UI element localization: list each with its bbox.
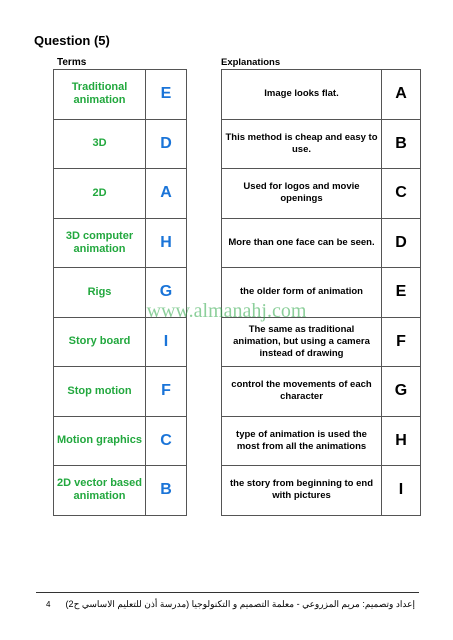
terms-header: Terms	[57, 57, 87, 68]
explanation-cell: More than one face can be seen.	[222, 218, 382, 268]
explanations-row	[222, 466, 421, 516]
term-cell: Motion graphics	[54, 416, 146, 466]
term-cell: 3D	[54, 119, 146, 169]
term-cell: 3D computer animation	[54, 218, 146, 268]
explanations-row	[222, 416, 421, 466]
footer-divider	[36, 592, 419, 593]
explanation-letter-cell: F	[382, 317, 421, 367]
explanation-cell: This method is cheap and easy to use.	[222, 119, 382, 169]
explanation-cell: the story from beginning to end with pictures	[222, 466, 382, 516]
answer-letter-cell: B	[146, 466, 187, 516]
footer-credit: إعداد وتصميم: مريم المزروعي - معلمة التصميم و التكنولوجيا (مدرسة أذن للتعليم الاساسي ح2)	[65, 599, 415, 609]
answer-letter-cell: I	[146, 317, 187, 367]
explanation-cell: type of animation is used the most from all the animations	[222, 416, 382, 466]
terms-row	[54, 70, 187, 120]
explanations-row	[222, 367, 421, 417]
terms-row	[54, 466, 187, 516]
explanations-row	[222, 119, 421, 169]
explanation-cell: control the movements of each character	[222, 367, 382, 417]
page-number: 4	[46, 600, 51, 609]
term-cell: 2D vector based animation	[54, 466, 146, 516]
term-cell: Stop motion	[54, 367, 146, 417]
answer-letter-cell: D	[146, 119, 187, 169]
explanation-cell: The same as traditional animation, but using a camera instead of drawing	[222, 317, 382, 367]
term-cell: Traditional animation	[54, 70, 146, 120]
question-title: Question (5)	[34, 33, 110, 48]
answer-letter-cell: E	[146, 70, 187, 120]
watermark: www.almanahj.com	[146, 300, 307, 322]
answer-letter-cell: G	[146, 268, 187, 318]
terms-row	[54, 416, 187, 466]
terms-row	[54, 169, 187, 219]
answer-letter-cell: A	[146, 169, 187, 219]
terms-row	[54, 218, 187, 268]
explanation-letter-cell: E	[382, 268, 421, 318]
terms-row	[54, 367, 187, 417]
terms-row	[54, 317, 187, 367]
explanation-letter-cell: A	[382, 70, 421, 120]
term-cell: 2D	[54, 169, 146, 219]
explanation-cell: Used for logos and movie openings	[222, 169, 382, 219]
term-cell: Rigs	[54, 268, 146, 318]
explanations-header: Explanations	[221, 57, 281, 68]
explanation-letter-cell: H	[382, 416, 421, 466]
answer-letter-cell: C	[146, 416, 187, 466]
explanations-row	[222, 169, 421, 219]
explanations-row	[222, 317, 421, 367]
explanation-cell: the older form of animation	[222, 268, 382, 318]
explanations-row	[222, 70, 421, 120]
explanations-table	[221, 69, 421, 516]
answer-letter-cell: H	[146, 218, 187, 268]
explanation-letter-cell: I	[382, 466, 421, 516]
term-cell: Story board	[54, 317, 146, 367]
explanations-row	[222, 218, 421, 268]
answer-letter-cell: F	[146, 367, 187, 417]
explanation-letter-cell: G	[382, 367, 421, 417]
explanation-letter-cell: C	[382, 169, 421, 219]
explanation-cell: Image looks flat.	[222, 70, 382, 120]
terms-row	[54, 119, 187, 169]
explanation-letter-cell: B	[382, 119, 421, 169]
terms-table	[53, 69, 187, 516]
explanation-letter-cell: D	[382, 218, 421, 268]
